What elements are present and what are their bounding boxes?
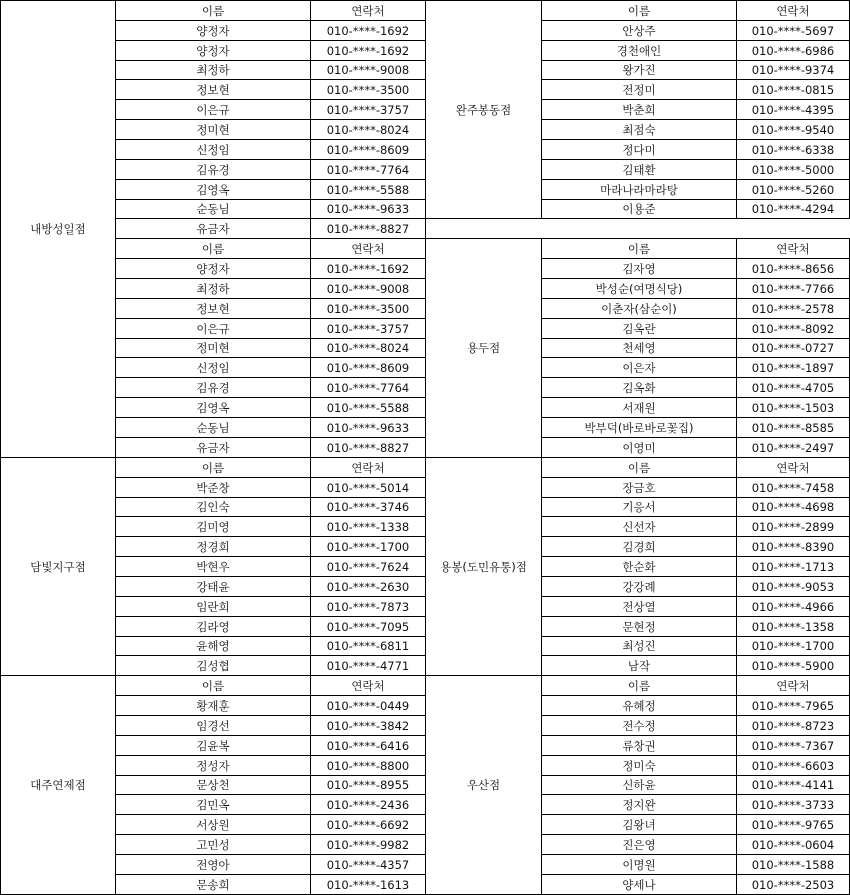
- name-cell: 장금호: [542, 478, 737, 497]
- name-cell: 신선자: [542, 517, 737, 536]
- table-row: [116, 597, 425, 617]
- contact-cell: 010-****-7624: [326, 559, 410, 574]
- name-cell: 박준창: [116, 478, 311, 497]
- name-cell: 기응서: [542, 498, 737, 516]
- contact-cell: 010-****-1897: [751, 360, 835, 375]
- table-row: [542, 41, 849, 61]
- contact-cell: 010-****-7764: [326, 380, 410, 395]
- name-cell: 전상열: [542, 597, 737, 616]
- name-cell: 김민옥: [116, 795, 311, 814]
- table-row: [542, 259, 849, 279]
- column-header-name: 이름: [542, 239, 737, 258]
- name-cell: 김미영: [116, 517, 311, 536]
- name-cell: 최정하: [116, 279, 311, 298]
- table-row: [116, 517, 425, 537]
- table-row: [116, 299, 425, 319]
- contact-cell: 010-****-1713: [751, 559, 835, 574]
- table-row: [542, 319, 849, 339]
- column-header-contact: 연락처: [351, 3, 385, 18]
- name-cell: 최성진: [542, 637, 737, 655]
- header-row: [116, 676, 425, 696]
- name-cell: 최점숙: [542, 120, 737, 139]
- table-row: [542, 537, 849, 557]
- table-row: [116, 795, 425, 815]
- name-cell: 류창권: [542, 736, 737, 755]
- table-row: [116, 319, 425, 339]
- name-cell: 임란희: [116, 597, 311, 616]
- header-row: [116, 458, 425, 478]
- name-cell: 양정자: [116, 259, 311, 278]
- name-cell: 유금자: [116, 438, 311, 457]
- name-cell: 전영아: [116, 855, 311, 874]
- contact-cell: 010-****-8024: [326, 122, 410, 137]
- contact-cell: 010-****-8955: [326, 778, 410, 792]
- table-row: [116, 835, 425, 855]
- name-cell: 김자영: [542, 259, 737, 278]
- contact-cell: 010-****-8827: [326, 440, 410, 455]
- name-cell: 김경희: [542, 537, 737, 556]
- table-row: [116, 696, 425, 716]
- table-row: [542, 875, 849, 895]
- contact-cell: 010-****-6811: [326, 639, 410, 653]
- contact-cell: 010-****-8390: [751, 539, 835, 554]
- name-cell: 경천애인: [542, 41, 737, 60]
- branch-name: 용봉(도민유통)점: [426, 458, 542, 675]
- contact-cell: 010-****-5697: [751, 23, 835, 38]
- branch-name: 내방성일점: [1, 1, 116, 457]
- contact-cell: 010-****-8609: [326, 360, 410, 375]
- table-row: [542, 339, 849, 358]
- table-row: [116, 180, 425, 200]
- contact-cell: 010-****-8092: [751, 321, 835, 336]
- branch-block: [0, 0, 426, 458]
- column-header-contact: 연락처: [351, 460, 385, 475]
- contact-cell: 010-****-7095: [326, 619, 410, 634]
- name-cell: 서재원: [542, 398, 737, 417]
- name-cell: 김옥화: [542, 378, 737, 397]
- contact-cell: 010-****-5000: [751, 162, 835, 177]
- contact-cell: 010-****-8800: [326, 758, 410, 773]
- name-cell: 박성순(여명식당): [542, 279, 737, 298]
- table-row: [116, 100, 425, 120]
- contact-cell: 010-****-1700: [326, 539, 410, 554]
- name-cell: 문상천: [116, 776, 311, 794]
- contact-cell: 010-****-3842: [326, 718, 410, 733]
- table-row: [116, 120, 425, 140]
- contact-cell: 010-****-2436: [326, 797, 410, 812]
- table-row: [542, 80, 849, 100]
- name-cell: 김왕녀: [542, 815, 737, 834]
- name-cell: 이명원: [542, 855, 737, 874]
- contact-cell: 010-****-1692: [326, 23, 410, 38]
- name-cell: 신정임: [116, 358, 311, 377]
- branch-name: 담빛지구점: [1, 458, 116, 675]
- table-row: [116, 378, 425, 398]
- column-header-name: 이름: [116, 676, 311, 695]
- contact-cell: 010-****-7367: [751, 738, 835, 753]
- table-row: [542, 180, 849, 200]
- name-cell: 문현정: [542, 617, 737, 636]
- table-row: [542, 855, 849, 875]
- contact-cell: 010-****-4395: [751, 102, 835, 117]
- contact-cell: 010-****-4771: [326, 658, 410, 673]
- contact-cell: 010-****-1700: [751, 639, 835, 653]
- table-row: [116, 398, 425, 418]
- table-row: [116, 557, 425, 577]
- name-cell: 진은영: [542, 835, 737, 854]
- table-row: [542, 358, 849, 378]
- name-cell: 전수정: [542, 716, 737, 735]
- name-cell: 안상주: [542, 21, 737, 40]
- contact-cell: 010-****-4705: [751, 380, 835, 395]
- contact-cell: 010-****-3757: [326, 102, 410, 117]
- name-cell: 신정임: [116, 140, 311, 159]
- table-row: [542, 617, 849, 637]
- name-cell: 순동님: [116, 200, 311, 218]
- name-cell: 김유경: [116, 378, 311, 397]
- table-row: [116, 21, 425, 41]
- name-cell: 유금자: [116, 219, 311, 238]
- table-row: [116, 80, 425, 100]
- name-cell: 김태환: [542, 160, 737, 179]
- name-cell: 강태윤: [116, 577, 311, 596]
- name-cell: 윤해영: [116, 637, 311, 655]
- branch-block: [425, 457, 850, 676]
- contact-cell: 010-****-9765: [751, 817, 835, 832]
- table-row: [542, 21, 849, 41]
- table-row: [542, 557, 849, 577]
- contact-cell: 010-****-1692: [326, 261, 410, 276]
- column-header-name: 이름: [542, 1, 737, 20]
- contact-cell: 010-****-4698: [751, 500, 835, 514]
- name-cell: 김영옥: [116, 398, 311, 417]
- contact-cell: 010-****-6338: [751, 142, 835, 157]
- name-cell: 신하윤: [542, 776, 737, 794]
- contact-cell: 010-****-6416: [326, 738, 410, 753]
- contact-cell: 010-****-7458: [751, 480, 835, 495]
- table-row: [542, 637, 849, 656]
- contact-cell: 010-****-4294: [751, 202, 835, 216]
- name-cell: 양정자: [116, 21, 311, 40]
- contact-cell: 010-****-1358: [751, 619, 835, 634]
- name-cell: 김옥란: [542, 319, 737, 338]
- name-cell: 양세나: [542, 875, 737, 894]
- branch-block: [425, 238, 850, 458]
- table-row: [116, 438, 425, 458]
- name-cell: 정경희: [116, 537, 311, 556]
- column-header-contact: 연락처: [351, 678, 385, 693]
- name-cell: 이은규: [116, 319, 311, 338]
- branch-name: 완주봉동점: [426, 1, 542, 218]
- table-row: [542, 577, 849, 597]
- table-row: [542, 815, 849, 835]
- table-row: [116, 637, 425, 656]
- contact-cell: 010-****-8723: [751, 718, 835, 733]
- contact-cell: 010-****-9374: [751, 63, 835, 77]
- name-cell: 이은규: [116, 100, 311, 119]
- table-row: [542, 736, 849, 756]
- name-cell: 정미현: [116, 120, 311, 139]
- name-cell: 이은자: [542, 358, 737, 377]
- contact-cell: 010-****-9633: [326, 202, 410, 216]
- contact-cell: 010-****-7873: [326, 599, 410, 614]
- header-row: [542, 239, 849, 259]
- header-row: [542, 458, 849, 478]
- table-row: [542, 378, 849, 398]
- name-cell: 강강례: [542, 577, 737, 596]
- column-header-contact: 연락처: [776, 460, 810, 475]
- contact-cell: 010-****-9540: [751, 122, 835, 137]
- name-cell: 김라영: [116, 617, 311, 636]
- branch-name: 용두점: [426, 239, 542, 457]
- table-row: [542, 61, 849, 80]
- contact-cell: 010-****-5588: [326, 182, 410, 197]
- table-row: [116, 617, 425, 637]
- table-row: [542, 517, 849, 537]
- table-row: [542, 597, 849, 617]
- contact-cell: 010-****-2497: [751, 440, 835, 455]
- table-row: [116, 140, 425, 160]
- table-row: [116, 160, 425, 180]
- name-cell: 한순화: [542, 557, 737, 576]
- contact-cell: 010-****-0815: [751, 82, 835, 97]
- contact-cell: 010-****-1692: [326, 43, 410, 58]
- table-row: [116, 716, 425, 736]
- contact-cell: 010-****-9008: [326, 281, 410, 296]
- contact-cell: 010-****-8024: [326, 341, 410, 355]
- name-cell: 정미숙: [542, 756, 737, 775]
- name-cell: 김윤복: [116, 736, 311, 755]
- table-row: [542, 398, 849, 418]
- table-row: [116, 41, 425, 61]
- name-cell: 정다미: [542, 140, 737, 159]
- name-cell: 정지완: [542, 795, 737, 814]
- name-cell: 정보현: [116, 80, 311, 99]
- contact-cell: 010-****-7764: [326, 162, 410, 177]
- header-row: [542, 676, 849, 696]
- contact-cell: 010-****-1588: [751, 857, 835, 872]
- name-cell: 정미현: [116, 339, 311, 357]
- header-row: [116, 1, 425, 21]
- contact-cell: 010-****-2899: [751, 519, 835, 534]
- table-row: [542, 100, 849, 120]
- column-header-contact: 연락처: [776, 241, 810, 256]
- table-row: [116, 756, 425, 776]
- table-row: [542, 716, 849, 736]
- contact-cell: 010-****-0727: [751, 341, 835, 355]
- contact-cell: 010-****-0604: [751, 837, 835, 852]
- contact-cell: 010-****-9008: [326, 63, 410, 77]
- contact-cell: 010-****-8827: [326, 221, 410, 236]
- name-cell: 서상원: [116, 815, 311, 834]
- name-cell: 이영미: [542, 438, 737, 457]
- branch-block: [425, 0, 850, 219]
- contact-cell: 010-****-3733: [751, 797, 835, 812]
- name-cell: 최정하: [116, 61, 311, 79]
- contact-cell: 010-****-2630: [326, 579, 410, 594]
- table-row: [116, 200, 425, 219]
- table-row: [542, 418, 849, 438]
- contact-cell: 010-****-2503: [751, 877, 835, 892]
- table-row: [116, 358, 425, 378]
- name-cell: 양정자: [116, 41, 311, 60]
- contact-cell: 010-****-7965: [751, 698, 835, 713]
- table-row: [542, 200, 849, 219]
- contact-cell: 010-****-9053: [751, 579, 835, 594]
- table-row: [116, 577, 425, 597]
- name-cell: 고민성: [116, 835, 311, 854]
- table-row: [116, 279, 425, 299]
- table-row: [116, 219, 425, 239]
- table-row: [116, 815, 425, 835]
- contact-cell: 010-****-6986: [751, 43, 835, 58]
- table-row: [116, 339, 425, 358]
- table-row: [116, 875, 425, 895]
- table-row: [116, 418, 425, 438]
- name-cell: 이춘자(삼순이): [542, 299, 737, 318]
- name-cell: 남작: [542, 656, 737, 675]
- table-row: [542, 160, 849, 180]
- name-cell: 김영옥: [116, 180, 311, 199]
- column-header-contact: 연락처: [351, 241, 385, 256]
- contact-cell: 010-****-5588: [326, 400, 410, 415]
- branch-block: [0, 457, 426, 676]
- table-row: [116, 855, 425, 875]
- contact-cell: 010-****-5900: [751, 658, 835, 673]
- name-cell: 황재훈: [116, 696, 311, 715]
- column-header-name: 이름: [116, 239, 311, 258]
- contact-cell: 010-****-0449: [326, 698, 410, 713]
- contact-cell: 010-****-9982: [326, 837, 410, 852]
- name-cell: 순동님: [116, 418, 311, 437]
- name-cell: 박부덕(바로바로꽃집): [542, 418, 737, 437]
- contact-cell: 010-****-9633: [326, 420, 410, 435]
- contact-cell: 010-****-4141: [751, 778, 835, 792]
- name-cell: 김인숙: [116, 498, 311, 516]
- table-row: [542, 696, 849, 716]
- contact-cell: 010-****-8656: [751, 261, 835, 276]
- name-cell: 이용준: [542, 200, 737, 218]
- name-cell: 박현우: [116, 557, 311, 576]
- table-row: [116, 478, 425, 498]
- contact-cell: 010-****-2578: [751, 301, 835, 316]
- contact-cell: 010-****-3746: [326, 500, 410, 514]
- branch-block: [0, 675, 426, 895]
- column-header-contact: 연락처: [776, 3, 810, 18]
- table-row: [542, 438, 849, 458]
- name-cell: 임경선: [116, 716, 311, 735]
- name-cell: 박춘희: [542, 100, 737, 119]
- contact-cell: 010-****-6692: [326, 817, 410, 832]
- contact-cell: 010-****-5014: [326, 480, 410, 495]
- table-row: [116, 736, 425, 756]
- name-cell: 김성협: [116, 656, 311, 675]
- name-cell: 문송희: [116, 875, 311, 894]
- contact-cell: 010-****-8585: [751, 420, 835, 435]
- header-row: [542, 1, 849, 21]
- table-row: [542, 478, 849, 498]
- name-cell: 유혜정: [542, 696, 737, 715]
- table-row: [542, 498, 849, 517]
- contact-cell: 010-****-1503: [751, 400, 835, 415]
- table-row: [542, 835, 849, 855]
- name-cell: 왕가진: [542, 61, 737, 79]
- contact-cell: 010-****-3500: [326, 82, 410, 97]
- column-header-name: 이름: [116, 458, 311, 477]
- table-row: [542, 120, 849, 140]
- contact-cell: 010-****-6603: [751, 758, 835, 773]
- table-row: [542, 795, 849, 815]
- column-header-name: 이름: [542, 676, 737, 695]
- branch-name: 우산점: [426, 676, 542, 894]
- table-row: [116, 656, 425, 676]
- header-row: [116, 239, 425, 259]
- contact-cell: 010-****-3757: [326, 321, 410, 336]
- table-row: [542, 656, 849, 676]
- name-cell: 마라나라마라탕: [542, 180, 737, 199]
- name-cell: 정성자: [116, 756, 311, 775]
- contact-cell: 010-****-5260: [751, 182, 835, 197]
- contact-cell: 010-****-4357: [326, 857, 410, 872]
- branch-name: 대주연제점: [1, 676, 116, 894]
- table-row: [116, 498, 425, 517]
- table-row: [542, 140, 849, 160]
- contact-cell: 010-****-7766: [751, 281, 835, 296]
- name-cell: 정보현: [116, 299, 311, 318]
- table-row: [542, 279, 849, 299]
- contact-cell: 010-****-1338: [326, 519, 410, 534]
- name-cell: 천세영: [542, 339, 737, 357]
- column-header-contact: 연락처: [776, 678, 810, 693]
- table-row: [116, 776, 425, 795]
- column-header-name: 이름: [116, 1, 311, 20]
- table-row: [542, 776, 849, 795]
- branch-block: [425, 675, 850, 895]
- table-row: [116, 61, 425, 80]
- name-cell: 전정미: [542, 80, 737, 99]
- table-row: [116, 537, 425, 557]
- table-row: [116, 259, 425, 279]
- contact-cell: 010-****-4966: [751, 599, 835, 614]
- table-row: [542, 756, 849, 776]
- column-header-name: 이름: [542, 458, 737, 477]
- name-cell: 김유경: [116, 160, 311, 179]
- contact-cell: 010-****-3500: [326, 301, 410, 316]
- contact-cell: 010-****-8609: [326, 142, 410, 157]
- contact-cell: 010-****-1613: [326, 877, 410, 892]
- table-row: [542, 299, 849, 319]
